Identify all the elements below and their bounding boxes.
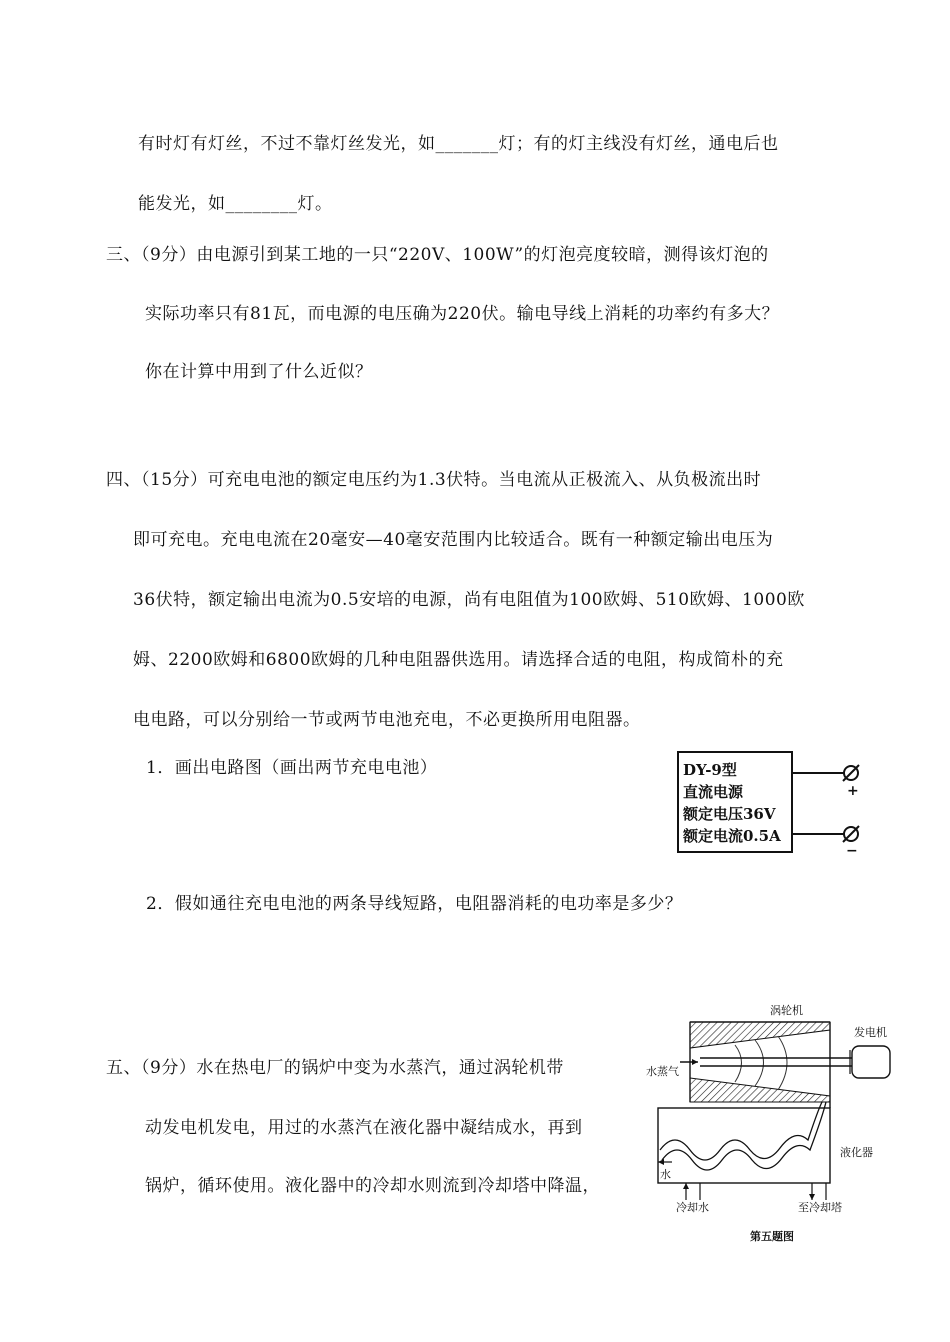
question-4-heading: 四、（15分）可充电电池的额定电压约为1.3伏特。当电流从正极流入、从负极流出时 <box>106 470 762 490</box>
power-plant-figure <box>640 1000 895 1245</box>
text-line-2: 能发光，如________灯。 <box>138 194 333 214</box>
text-line-8: 36伏特，额定输出电流为0.5安培的电源，尚有电阻值为100欧姆、510欧姆、1000欧 <box>133 590 805 610</box>
to-cooling-tower-label: 至冷却塔 <box>798 1201 842 1214</box>
power-supply-voltage: 额定电压36V <box>683 805 776 823</box>
turbine-upper-blades <box>690 1022 830 1048</box>
turbine-label: 涡轮机 <box>770 1004 803 1017</box>
question-5-heading: 五、（9分）水在热电厂的锅炉中变为水蒸汽，通过涡轮机带 <box>106 1058 564 1078</box>
text-line-7: 即可充电。充电电流在20毫安—40毫安范围内比较适合。既有一种额定输出电压为 <box>133 530 774 550</box>
text-line-1: 有时灯有灯丝，不过不靠灯丝发光，如_______灯；有的灯主线没有灯丝，通电后也 <box>138 134 779 154</box>
figure-caption: 第五题图 <box>750 1230 794 1243</box>
positive-sign: + <box>847 783 859 799</box>
generator-label: 发电机 <box>854 1026 887 1039</box>
condenser-label: 液化器 <box>840 1146 873 1159</box>
sub-question-1: 1．画出电路图（画出两节充电电池） <box>146 758 438 778</box>
text-line-5: 你在计算中用到了什么近似？ <box>145 362 373 382</box>
sub-question-2: 2．假如通往充电电池的两条导线短路，电阻器消耗的电功率是多少？ <box>146 894 683 914</box>
power-supply-model: DY-9型 <box>683 761 737 779</box>
negative-sign: − <box>846 843 858 858</box>
turbine-lower-blades <box>690 1078 830 1102</box>
steam-label: 水蒸气 <box>646 1065 679 1078</box>
power-supply-type: 直流电源 <box>683 783 744 801</box>
text-line-9: 姆、2200欧姆和6800欧姆的几种电阻器供选用。请选择合适的电阻，构成简朴的充 <box>133 650 784 670</box>
text-line-14: 动发电机发电，用过的水蒸汽在液化器中凝结成水，再到 <box>145 1118 583 1138</box>
water-label: 水 <box>660 1168 671 1181</box>
power-supply-figure <box>672 748 872 858</box>
cooling-water-label: 冷却水 <box>676 1201 709 1214</box>
text-line-10: 电电路，可以分别给一节或两节电池充电，不必更换所用电阻器。 <box>133 710 641 730</box>
text-line-15: 锅炉，循环使用。液化器中的冷却水则流到冷却塔中降温， <box>145 1176 600 1196</box>
condenser-box <box>658 1108 830 1183</box>
text-line-4: 实际功率只有81瓦，而电源的电压确为220伏。输电导线上消耗的功率约有多大？ <box>145 304 780 324</box>
generator-body <box>852 1046 890 1078</box>
question-3-heading: 三、（9分）由电源引到某工地的一只“220V、100W”的灯泡亮度较暗，测得该灯泡的 <box>106 245 769 265</box>
power-supply-current: 额定电流0.5A <box>683 827 781 845</box>
